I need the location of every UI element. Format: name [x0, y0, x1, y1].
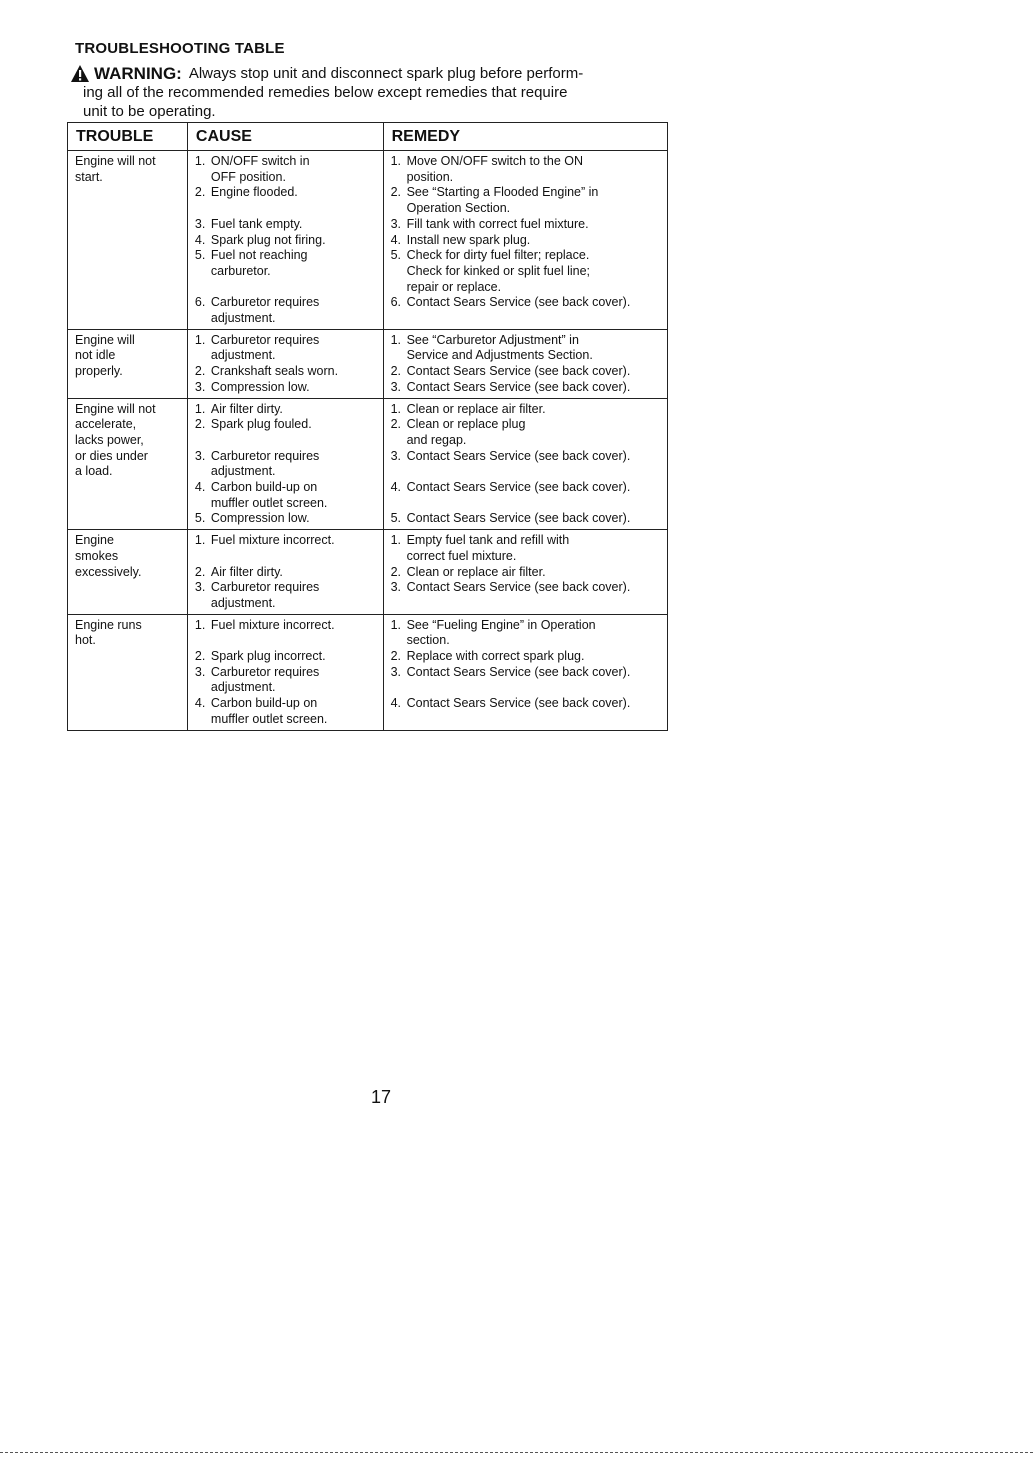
remedy-number: 4. [390, 480, 402, 495]
cause-cell [187, 329, 383, 398]
cause-text-line: Crankshaft seals worn. [210, 364, 339, 379]
cause-item [195, 402, 377, 418]
remedy-text [407, 185, 661, 216]
cause-text-line: adjustment. [210, 680, 276, 695]
cause-item [195, 364, 377, 380]
cause-number: 4. [194, 232, 206, 247]
cause-item [195, 618, 377, 634]
cause-text-line: Carbon build-up on [210, 696, 318, 711]
remedy-text [407, 154, 661, 185]
remedy-item [391, 665, 661, 681]
trouble-line: Engine runs [75, 617, 142, 632]
remedy-item [391, 185, 661, 216]
cause-number: 3. [194, 216, 206, 231]
remedy-item [391, 233, 661, 249]
trouble-cell [68, 614, 188, 730]
remedy-number: 2. [390, 564, 402, 579]
remedy-text-line: Empty fuel tank and refill with [406, 533, 570, 548]
trouble-line: Engine will not [75, 401, 156, 416]
remedy-text [407, 533, 661, 564]
remedy-number: 1. [390, 617, 402, 632]
cause-text-line: Carburetor requires [210, 580, 320, 595]
remedy-item [391, 248, 661, 295]
remedy-text-line: Clean or replace plug [406, 417, 526, 432]
trouble-line: Engine will not [75, 154, 156, 168]
remedy-item [391, 696, 661, 712]
cause-text-line: Fuel not reaching [210, 248, 308, 263]
cause-number: 2. [194, 649, 206, 664]
cause-number: 2. [194, 417, 206, 432]
cause-number: 1. [194, 154, 206, 168]
troubleshooting-table [67, 122, 668, 731]
remedy-text-line: Clean or replace air filter. [406, 401, 546, 416]
remedy-number: 4. [390, 232, 402, 247]
remedy-number: 3. [390, 379, 402, 394]
remedy-cell [383, 614, 667, 730]
remedy-text [407, 417, 661, 448]
table-row [68, 530, 668, 615]
remedy-text-line: Contact Sears Service (see back cover). [406, 696, 631, 711]
remedy-item [391, 511, 661, 527]
remedy-number: 2. [390, 364, 402, 379]
cause-text-line: ON/OFF switch in [210, 154, 310, 168]
remedy-item [391, 364, 661, 380]
cause-item [195, 380, 377, 396]
cause-item [195, 295, 377, 326]
remedy-text [407, 665, 661, 681]
cause-item [195, 233, 377, 249]
remedy-number: 1. [390, 533, 402, 548]
remedy-text [407, 364, 661, 380]
remedy-text-line: and regap. [406, 432, 467, 447]
trouble-line: start. [75, 169, 103, 184]
cause-number: 2. [194, 564, 206, 579]
trouble-line: properly. [75, 364, 123, 379]
cause-cell [187, 530, 383, 615]
cause-text-line: Carburetor requires [210, 448, 320, 463]
remedy-text [407, 217, 661, 233]
cause-text [211, 618, 377, 634]
cause-text [211, 511, 377, 527]
cause-number: 5. [194, 511, 206, 526]
remedy-text [407, 649, 661, 665]
remedy-text-line: section. [406, 633, 450, 648]
cause-cell [187, 614, 383, 730]
remedy-number: 2. [390, 185, 402, 200]
table-row [68, 329, 668, 398]
remedy-cell [383, 151, 667, 330]
remedy-text-line: Contact Sears Service (see back cover). [406, 379, 631, 394]
cause-number: 1. [194, 332, 206, 347]
remedy-text-line: Contact Sears Service (see back cover). [406, 580, 631, 595]
remedy-number: 6. [390, 295, 402, 310]
remedy-item [391, 154, 661, 185]
cause-item [195, 580, 377, 611]
remedy-item [391, 402, 661, 418]
cause-text-line: Spark plug not firing. [210, 232, 326, 247]
cause-text [211, 402, 377, 418]
cause-number: 5. [194, 248, 206, 263]
remedy-item [391, 449, 661, 465]
bottom-rule [0, 1452, 1033, 1453]
cause-text [211, 449, 377, 480]
trouble-line: hot. [75, 633, 96, 648]
header-trouble: TROUBLE [68, 123, 188, 151]
cause-text [211, 185, 377, 201]
remedy-text-line: See “Fueling Engine” in Operation [406, 617, 596, 632]
remedy-text-line: Service and Adjustments Section. [406, 348, 593, 363]
remedy-text-line: Install new spark plug. [406, 232, 531, 247]
cause-text-line: adjustment. [210, 348, 276, 363]
cause-number: 4. [194, 696, 206, 711]
cause-text [211, 533, 377, 549]
trouble-line: accelerate, [75, 417, 137, 432]
warning-text-line-1: Always stop unit and disconnect spark plug before perform- [188, 65, 584, 82]
cause-item [195, 248, 377, 279]
remedy-item [391, 380, 661, 396]
remedy-number: 3. [390, 448, 402, 463]
cause-text-line: adjustment. [210, 595, 276, 610]
remedy-number: 1. [390, 332, 402, 347]
cause-item [195, 154, 377, 185]
remedy-item [391, 480, 661, 496]
remedy-text-line: Contact Sears Service (see back cover). [406, 480, 631, 495]
cause-item [195, 417, 377, 433]
remedy-text [407, 380, 661, 396]
cause-text [211, 649, 377, 665]
remedy-number: 1. [390, 154, 402, 168]
trouble-line: Engine [75, 533, 114, 548]
trouble-cell [68, 530, 188, 615]
trouble-line: not idle [75, 348, 116, 363]
cause-number: 1. [194, 533, 206, 548]
cause-number: 6. [194, 295, 206, 310]
cause-item [195, 533, 377, 549]
cause-number: 3. [194, 379, 206, 394]
cause-text-line: Spark plug fouled. [210, 417, 312, 432]
cause-text-line: adjustment. [210, 311, 276, 325]
remedy-number: 3. [390, 664, 402, 679]
remedy-item [391, 217, 661, 233]
trouble-cell [68, 398, 188, 530]
remedy-number: 4. [390, 696, 402, 711]
remedy-item [391, 533, 661, 564]
warning-notice [70, 64, 670, 121]
remedy-item [391, 580, 661, 596]
cause-text [211, 364, 377, 380]
remedy-text-line: Operation Section. [406, 201, 511, 216]
cause-text [211, 380, 377, 396]
remedy-number: 5. [390, 248, 402, 263]
remedy-text [407, 511, 661, 527]
cause-cell [187, 398, 383, 530]
trouble-line: smokes [75, 548, 119, 563]
cause-number: 4. [194, 480, 206, 495]
cause-text-line: Compression low. [210, 379, 310, 394]
cause-text-line: Spark plug incorrect. [210, 649, 326, 664]
trouble-cell [68, 151, 188, 330]
table-header-row [68, 123, 668, 151]
remedy-text [407, 618, 661, 649]
cause-number: 3. [194, 580, 206, 595]
remedy-text-line: See “Carburetor Adjustment” in [406, 332, 579, 347]
remedy-text [407, 480, 661, 496]
cause-text [211, 665, 377, 696]
trouble-line: a load. [75, 464, 113, 479]
cause-cell [187, 151, 383, 330]
remedy-text-line: Contact Sears Service (see back cover). [406, 664, 631, 679]
warning-text-line-3: unit to be operating. [83, 103, 216, 120]
trouble-cell [68, 329, 188, 398]
cause-item [195, 449, 377, 480]
remedy-item [391, 295, 661, 311]
remedy-text [407, 449, 661, 465]
remedy-text-line: position. [406, 169, 454, 184]
remedy-number: 3. [390, 216, 402, 231]
cause-item [195, 696, 377, 727]
remedy-item [391, 565, 661, 581]
cause-text [211, 696, 377, 727]
cause-text-line: Fuel mixture incorrect. [210, 617, 335, 632]
trouble-line: lacks power, [75, 432, 144, 447]
remedy-text-line: See “Starting a Flooded Engine” in [406, 185, 599, 200]
cause-text-line: Engine flooded. [210, 185, 298, 200]
cause-text [211, 580, 377, 611]
cause-text-line: OFF position. [210, 169, 286, 184]
table-body [68, 151, 668, 731]
cause-text-line: Fuel tank empty. [210, 216, 303, 231]
remedy-item [391, 333, 661, 364]
cause-item [195, 511, 377, 527]
cause-item [195, 649, 377, 665]
cause-text [211, 233, 377, 249]
remedy-item [391, 618, 661, 649]
cause-text-line: Carburetor requires [210, 332, 320, 347]
remedy-text-line: Check for kinked or split fuel line; [406, 263, 591, 278]
cause-text-line: Carbon build-up on [210, 480, 318, 495]
cause-text-line: Carburetor requires [210, 664, 320, 679]
remedy-text-line: Contact Sears Service (see back cover). [406, 511, 631, 526]
remedy-text-line: Contact Sears Service (see back cover). [406, 295, 631, 310]
warning-triangle-icon [70, 64, 90, 83]
cause-number: 1. [194, 401, 206, 416]
remedy-text-line: Check for dirty fuel filter; replace. [406, 248, 590, 263]
warning-label: WARNING: [94, 64, 182, 83]
cause-text [211, 565, 377, 581]
trouble-line: or dies under [75, 448, 148, 463]
cause-text [211, 295, 377, 326]
page-number: 17 [371, 1087, 392, 1107]
remedy-text [407, 248, 661, 295]
remedy-text-line: repair or replace. [406, 279, 502, 294]
cause-text-line: Compression low. [210, 511, 310, 526]
cause-text [211, 480, 377, 511]
remedy-text-line: Contact Sears Service (see back cover). [406, 364, 631, 379]
table-row [68, 151, 668, 330]
remedy-number: 2. [390, 417, 402, 432]
header-remedy: REMEDY [383, 123, 667, 151]
cause-text-line: Air filter dirty. [210, 564, 283, 579]
remedy-text-line: Replace with correct spark plug. [406, 649, 585, 664]
cause-text-line: adjustment. [210, 464, 276, 479]
cause-text-line: carburetor. [210, 263, 271, 278]
remedy-text-line: Fill tank with correct fuel mixture. [406, 216, 589, 231]
trouble-line: Engine will [75, 332, 135, 347]
cause-text [211, 248, 377, 279]
remedy-text [407, 565, 661, 581]
cause-item [195, 480, 377, 511]
remedy-cell [383, 530, 667, 615]
remedy-text [407, 233, 661, 249]
remedy-item [391, 649, 661, 665]
cause-number: 2. [194, 185, 206, 200]
remedy-text [407, 333, 661, 364]
remedy-text [407, 295, 661, 311]
cause-item [195, 185, 377, 201]
remedy-text-line: correct fuel mixture. [406, 548, 517, 563]
cause-number: 3. [194, 448, 206, 463]
cause-text-line: muffler outlet screen. [210, 495, 328, 510]
remedy-text [407, 696, 661, 712]
remedy-text-line: Clean or replace air filter. [406, 564, 546, 579]
remedy-cell [383, 398, 667, 530]
cause-text-line: Fuel mixture incorrect. [210, 533, 335, 548]
header-cause: CAUSE [187, 123, 383, 151]
cause-text [211, 154, 377, 185]
remedy-item [391, 417, 661, 448]
cause-text-line: Air filter dirty. [210, 401, 283, 416]
table-row [68, 614, 668, 730]
remedy-text-line: Move ON/OFF switch to the ON [406, 154, 584, 168]
warning-text-line-2: ing all of the recommended remedies below except remedies that require [83, 84, 568, 101]
remedy-number: 3. [390, 580, 402, 595]
trouble-line: excessively. [75, 564, 142, 579]
cause-number: 3. [194, 664, 206, 679]
remedy-number: 2. [390, 649, 402, 664]
cause-item [195, 665, 377, 696]
remedy-text-line: Contact Sears Service (see back cover). [406, 448, 631, 463]
remedy-text [407, 580, 661, 596]
cause-item [195, 333, 377, 364]
cause-number: 2. [194, 364, 206, 379]
remedy-cell [383, 329, 667, 398]
cause-number: 1. [194, 617, 206, 632]
remedy-number: 5. [390, 511, 402, 526]
cause-item [195, 565, 377, 581]
remedy-number: 1. [390, 401, 402, 416]
cause-text-line: Carburetor requires [210, 295, 320, 310]
cause-item [195, 217, 377, 233]
page-title: TROUBLESHOOTING TABLE [75, 40, 285, 57]
cause-text [211, 333, 377, 364]
cause-text-line: muffler outlet screen. [210, 711, 328, 726]
remedy-text [407, 402, 661, 418]
cause-text [211, 417, 377, 433]
table-row [68, 398, 668, 530]
cause-text [211, 217, 377, 233]
